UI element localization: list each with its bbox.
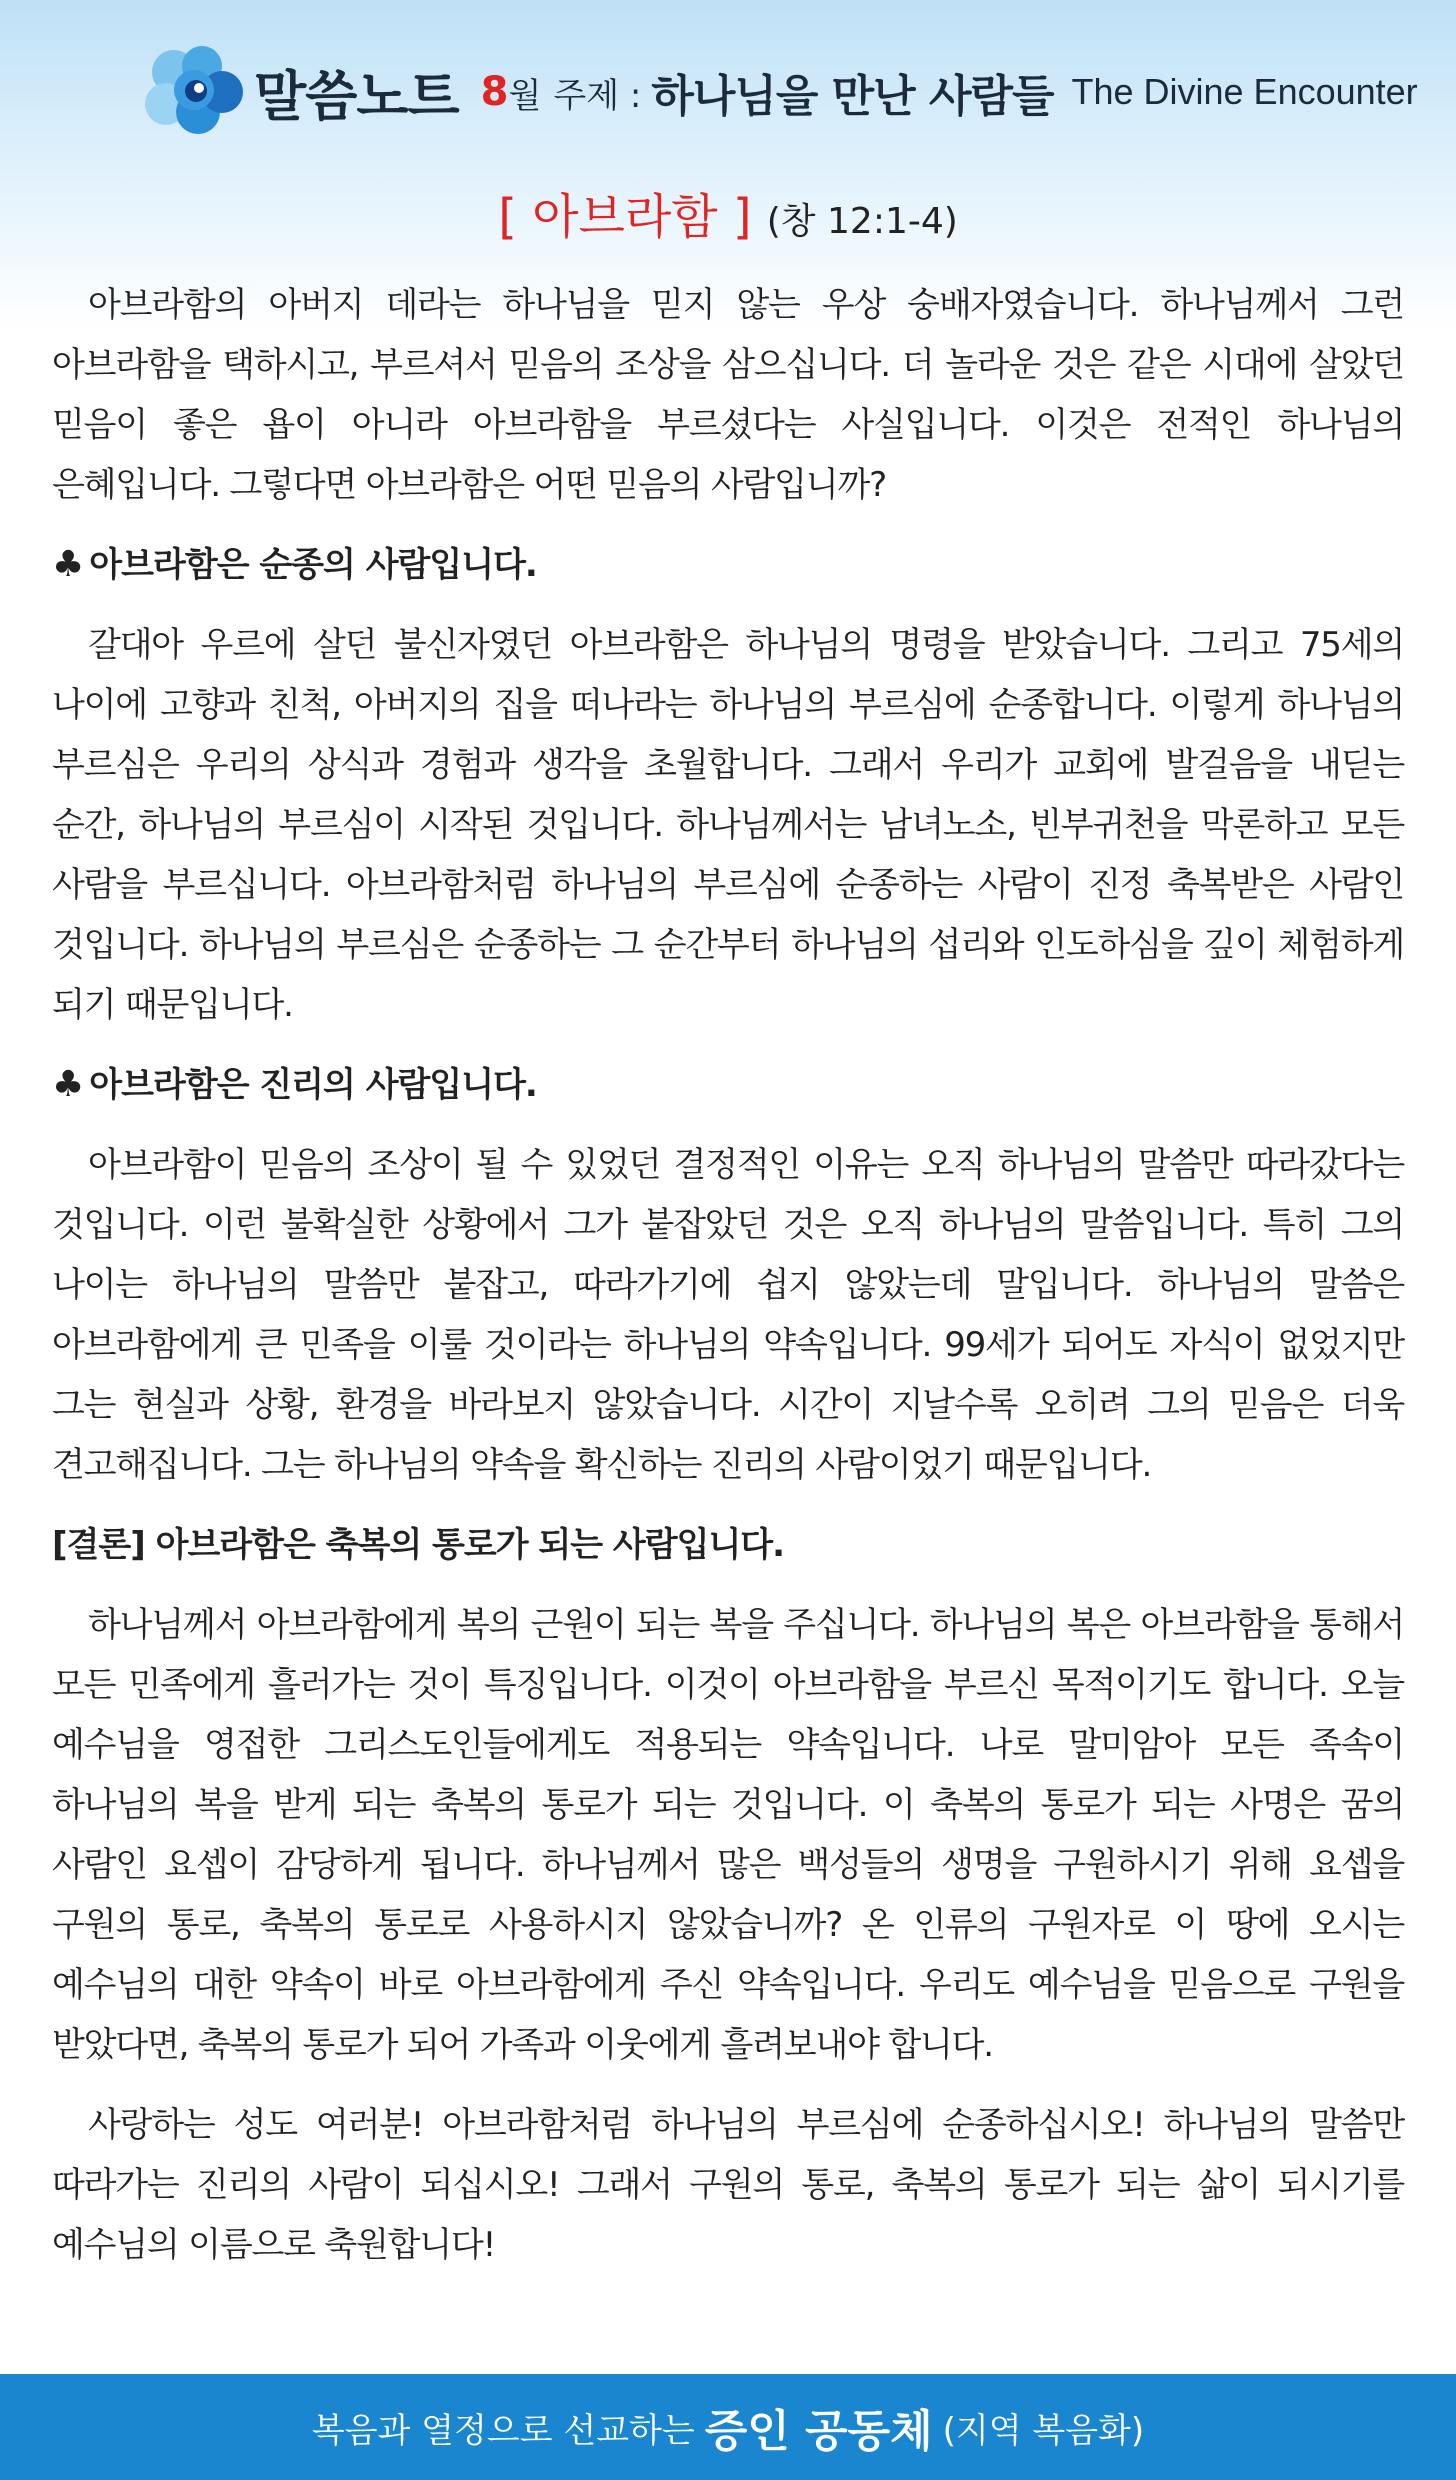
scripture-reference: (창 12:1-4) [766, 201, 958, 242]
sermon-body [52, 275, 1404, 2295]
section-heading-text: 아브라함은 순종의 사람입니다. [89, 545, 537, 585]
section-paragraph: 갈대아 우르에 살던 불신자였던 아브라함은 하나님의 명령을 받았습니다. 그리고 75세의 나이에 고향과 친척, 아버지의 집을 떠나라는 하나님의 부르심에 순종합니다. 이렇게 하나님의 부르심은 우리의 상식과 경험과 생각을 초월합니다. 그래서 우리가 교회에 발걸음을 내딛는 순간, 하나님의 부르심이 시작된 것입니다. 하나님께서는 남녀노소, 빈부귀천을 막론하고 모든 사람을 부르십니다. 아브라함처럼 하나님의 부르심에 순종하는 사람이 진정 축복받은 사람인 것입니다. 하나님의 부르심은 순종하는 그 순간부터 하나님의 섭리와 인도하심을 깊이 체험하게 되기 때문입니다. [52, 625, 1404, 1025]
conclusion-heading [52, 1515, 1404, 1575]
intro-paragraph: 아브라함의 아버지 데라는 하나님을 믿지 않는 우상 숭배자였습니다. 하나님께서 그런 아브라함을 택하시고, 부르셔서 믿음의 조상을 삼으십니다. 더 놀라운 것은 같은 시대에 살았던 믿음이 좋은 욥이 아니라 아브라함을 부르셨다는 사실입니다. 이것은 전적인 하나님의 은혜입니다. 그렇다면 아브라함은 어떤 믿음의 사람입니까? [52, 285, 1404, 505]
section-heading-text: 아브라함은 진리의 사람입니다. [89, 1065, 537, 1105]
club-suit-icon: ♣ [52, 1064, 84, 1105]
theme-title: 하나님을 만난 사람들 [651, 71, 1054, 122]
footer-slogan-prefix: 복음과 열정으로 선교하는 [311, 2410, 695, 2451]
sermon-title [0, 178, 1456, 247]
month-number: 8 [480, 69, 509, 115]
footer-slogan-emphasis: 증인 공동체 [704, 2406, 933, 2457]
flower-logo-icon [140, 44, 248, 140]
section-heading [52, 1055, 1404, 1115]
theme-label: 주제 : [553, 75, 642, 116]
footer-slogan-suffix: (지역 복음화) [942, 2410, 1145, 2451]
club-suit-icon: ♣ [52, 544, 84, 585]
month-unit: 월 [508, 75, 542, 116]
closing-paragraph: 사랑하는 성도 여러분! 아브라함처럼 하나님의 부르심에 순종하십시오! 하나님의 말씀만 따라가는 진리의 사람이 되십시오! 그래서 구원의 통로, 축복의 통로가 되는 삶이 되시기를 예수님의 이름으로 축원합니다! [52, 2105, 1404, 2265]
brand-title: 말씀노트 [254, 64, 459, 128]
conclusion-heading-text: [결론] 아브라함은 축복의 통로가 되는 사람입니다. [52, 1525, 785, 1565]
sermon-title-text: [ 아브라함 ] [498, 189, 752, 245]
conclusion-paragraph: 하나님께서 아브라함에게 복의 근원이 되는 복을 주십니다. 하나님의 복은 아브라함을 통해서 모든 민족에게 흘러가는 것이 특징입니다. 이것이 아브라함을 부르신 목적이기도 합니다. 오늘 예수님을 영접한 그리스도인들에게도 적용되는 약속입니다. 나로 말미암아 모든 족속이 하나님의 복을 받게 되는 축복의 통로가 되는 것입니다. 이 축복의 통로가 되는 사명은 꿈의 사람인 요셉이 감당하게 됩니다. 하나님께서 많은 백성들의 생명을 구원하시기 위해 요셉을 구원의 통로, 축복의 통로로 사용하시지 않았습니까? 온 인류의 구원자로 이 땅에 오시는 예수님의 대한 약속이 바로 아브라함에게 주신 약속입니다. 우리도 예수님을 믿음으로 구원을 받았다면, 축복의 통로가 되어 가족과 이웃에게 흘려보내야 합니다. [52, 1605, 1404, 2065]
section-heading [52, 535, 1404, 595]
footer-banner [0, 2374, 1456, 2480]
page-header [140, 42, 1418, 142]
theme-english: The Divine Encounter [1071, 71, 1418, 112]
section-paragraph: 아브라함이 믿음의 조상이 될 수 있었던 결정적인 이유는 오직 하나님의 말씀만 따라갔다는 것입니다. 이런 불확실한 상황에서 그가 붙잡았던 것은 오직 하나님의 말씀입니다. 특히 그의 나이는 하나님의 말씀만 붙잡고, 따라가기에 쉽지 않았는데 말입니다. 하나님의 말씀은 아브라함에게 큰 민족을 이룰 것이라는 하나님의 약속입니다. 99세가 되어도 자식이 없었지만 그는 현실과 상황, 환경을 바라보지 않았습니다. 시간이 지날수록 오히려 그의 믿음은 더욱 견고해집니다. 그는 하나님의 약속을 확신하는 진리의 사람이었기 때문입니다. [52, 1145, 1404, 1485]
